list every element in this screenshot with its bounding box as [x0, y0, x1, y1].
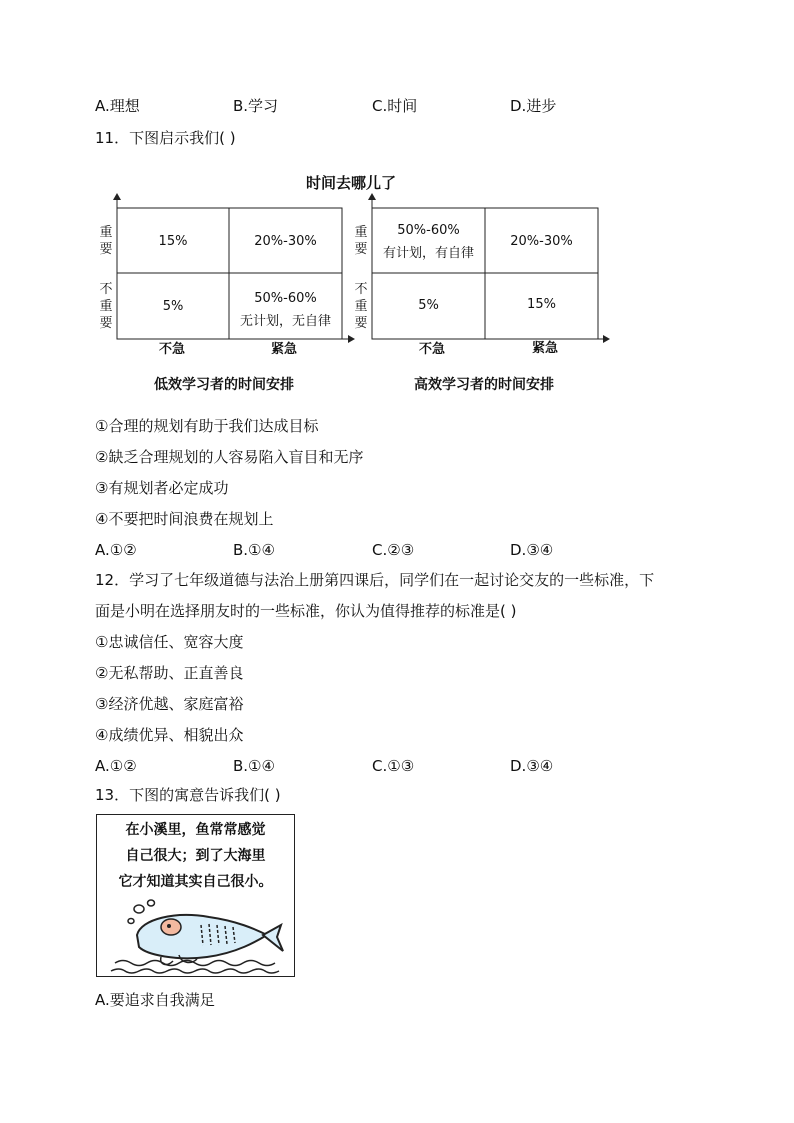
- fish-illustration: [97, 895, 294, 975]
- q11-option-a: A.①②: [95, 541, 137, 559]
- q12-statement-2: ②无私帮助、正直善良: [95, 664, 244, 682]
- right-caption: 高效学习者的时间安排: [414, 377, 554, 393]
- left-cell-top-left: 15%: [158, 234, 188, 249]
- left-xlabel-not-urgent: 不急: [159, 342, 186, 357]
- right-cell-top-right: 20%-30%: [510, 234, 573, 249]
- q11-option-c: C.②③: [372, 541, 415, 559]
- q11-option-d: D.③④: [510, 541, 554, 559]
- q11-statement-2: ②缺乏合理规划的人容易陷入盲目和无序: [95, 448, 364, 466]
- q12-option-d: D.③④: [510, 757, 554, 775]
- q10-option-b: B.学习: [233, 97, 279, 115]
- q12-statement-1: ①忠诚信任、宽容大度: [95, 633, 244, 651]
- right-cell-bottom-left: 5%: [418, 298, 439, 313]
- q11-stem: 11．下图启示我们( ): [95, 129, 236, 147]
- right-cell-top-left-note: 有计划，有自律: [382, 246, 474, 261]
- q12-option-c: C.①③: [372, 757, 415, 775]
- right-cell-bottom-right: 15%: [527, 297, 556, 312]
- q12-stem-line-2: 面是小明在选择朋友时的一些标准，你认为值得推荐的标准是( ): [95, 602, 517, 620]
- q12-statement-3: ③经济优越、家庭富裕: [95, 695, 244, 713]
- fish-cartoon-figure: [96, 814, 295, 977]
- right-xlabel-not-urgent: 不急: [419, 342, 446, 357]
- q10-option-d: D.进步: [510, 97, 557, 115]
- q11-option-b: B.①④: [233, 541, 275, 559]
- right-cell-top-left-value: 50%-60%: [397, 223, 460, 238]
- q13-option-a: A.要追求自我满足: [95, 991, 215, 1009]
- q10-option-a: A.理想: [95, 97, 140, 115]
- q12-option-b: B.①④: [233, 757, 275, 775]
- fish-caption-line-2: 自己很大；到了大海里: [125, 848, 266, 864]
- q11-statement-4: ④不要把时间浪费在规划上: [95, 510, 274, 528]
- q12-statement-4: ④成绩优异、相貌出众: [95, 726, 244, 744]
- left-ylabel-important: 重要: [99, 225, 113, 257]
- figure-title: 时间去哪儿了: [306, 174, 397, 192]
- right-ylabel-important: 重要: [354, 225, 368, 257]
- left-caption: 低效学习者的时间安排: [154, 377, 294, 393]
- q11-statement-3: ③有规划者必定成功: [95, 479, 229, 497]
- right-xlabel-urgent: 紧急: [532, 341, 559, 356]
- left-cell-bottom-right-value: 50%-60%: [254, 291, 317, 306]
- fish-caption-line-1: 在小溪里，鱼常常感觉: [125, 822, 266, 838]
- q13-stem: 13．下图的寓意告诉我们( ): [95, 786, 281, 804]
- left-cell-bottom-right-note: 无计划，无自律: [239, 314, 331, 329]
- right-ylabel-not-important: 不重要: [354, 282, 368, 331]
- q10-option-c: C.时间: [372, 97, 418, 115]
- q11-statement-1: ①合理的规划有助于我们达成目标: [95, 417, 319, 435]
- q12-option-a: A.①②: [95, 757, 137, 775]
- left-cell-top-right: 20%-30%: [254, 234, 317, 249]
- left-xlabel-urgent: 紧急: [271, 342, 298, 357]
- fish-caption-line-3: 它才知道其实自己很小。: [118, 874, 273, 890]
- q12-stem-line-1: 12．学习了七年级道德与法治上册第四课后，同学们在一起讨论交友的一些标准，下: [95, 571, 655, 589]
- left-ylabel-not-important: 不重要: [99, 282, 113, 331]
- left-cell-bottom-left: 5%: [162, 299, 184, 314]
